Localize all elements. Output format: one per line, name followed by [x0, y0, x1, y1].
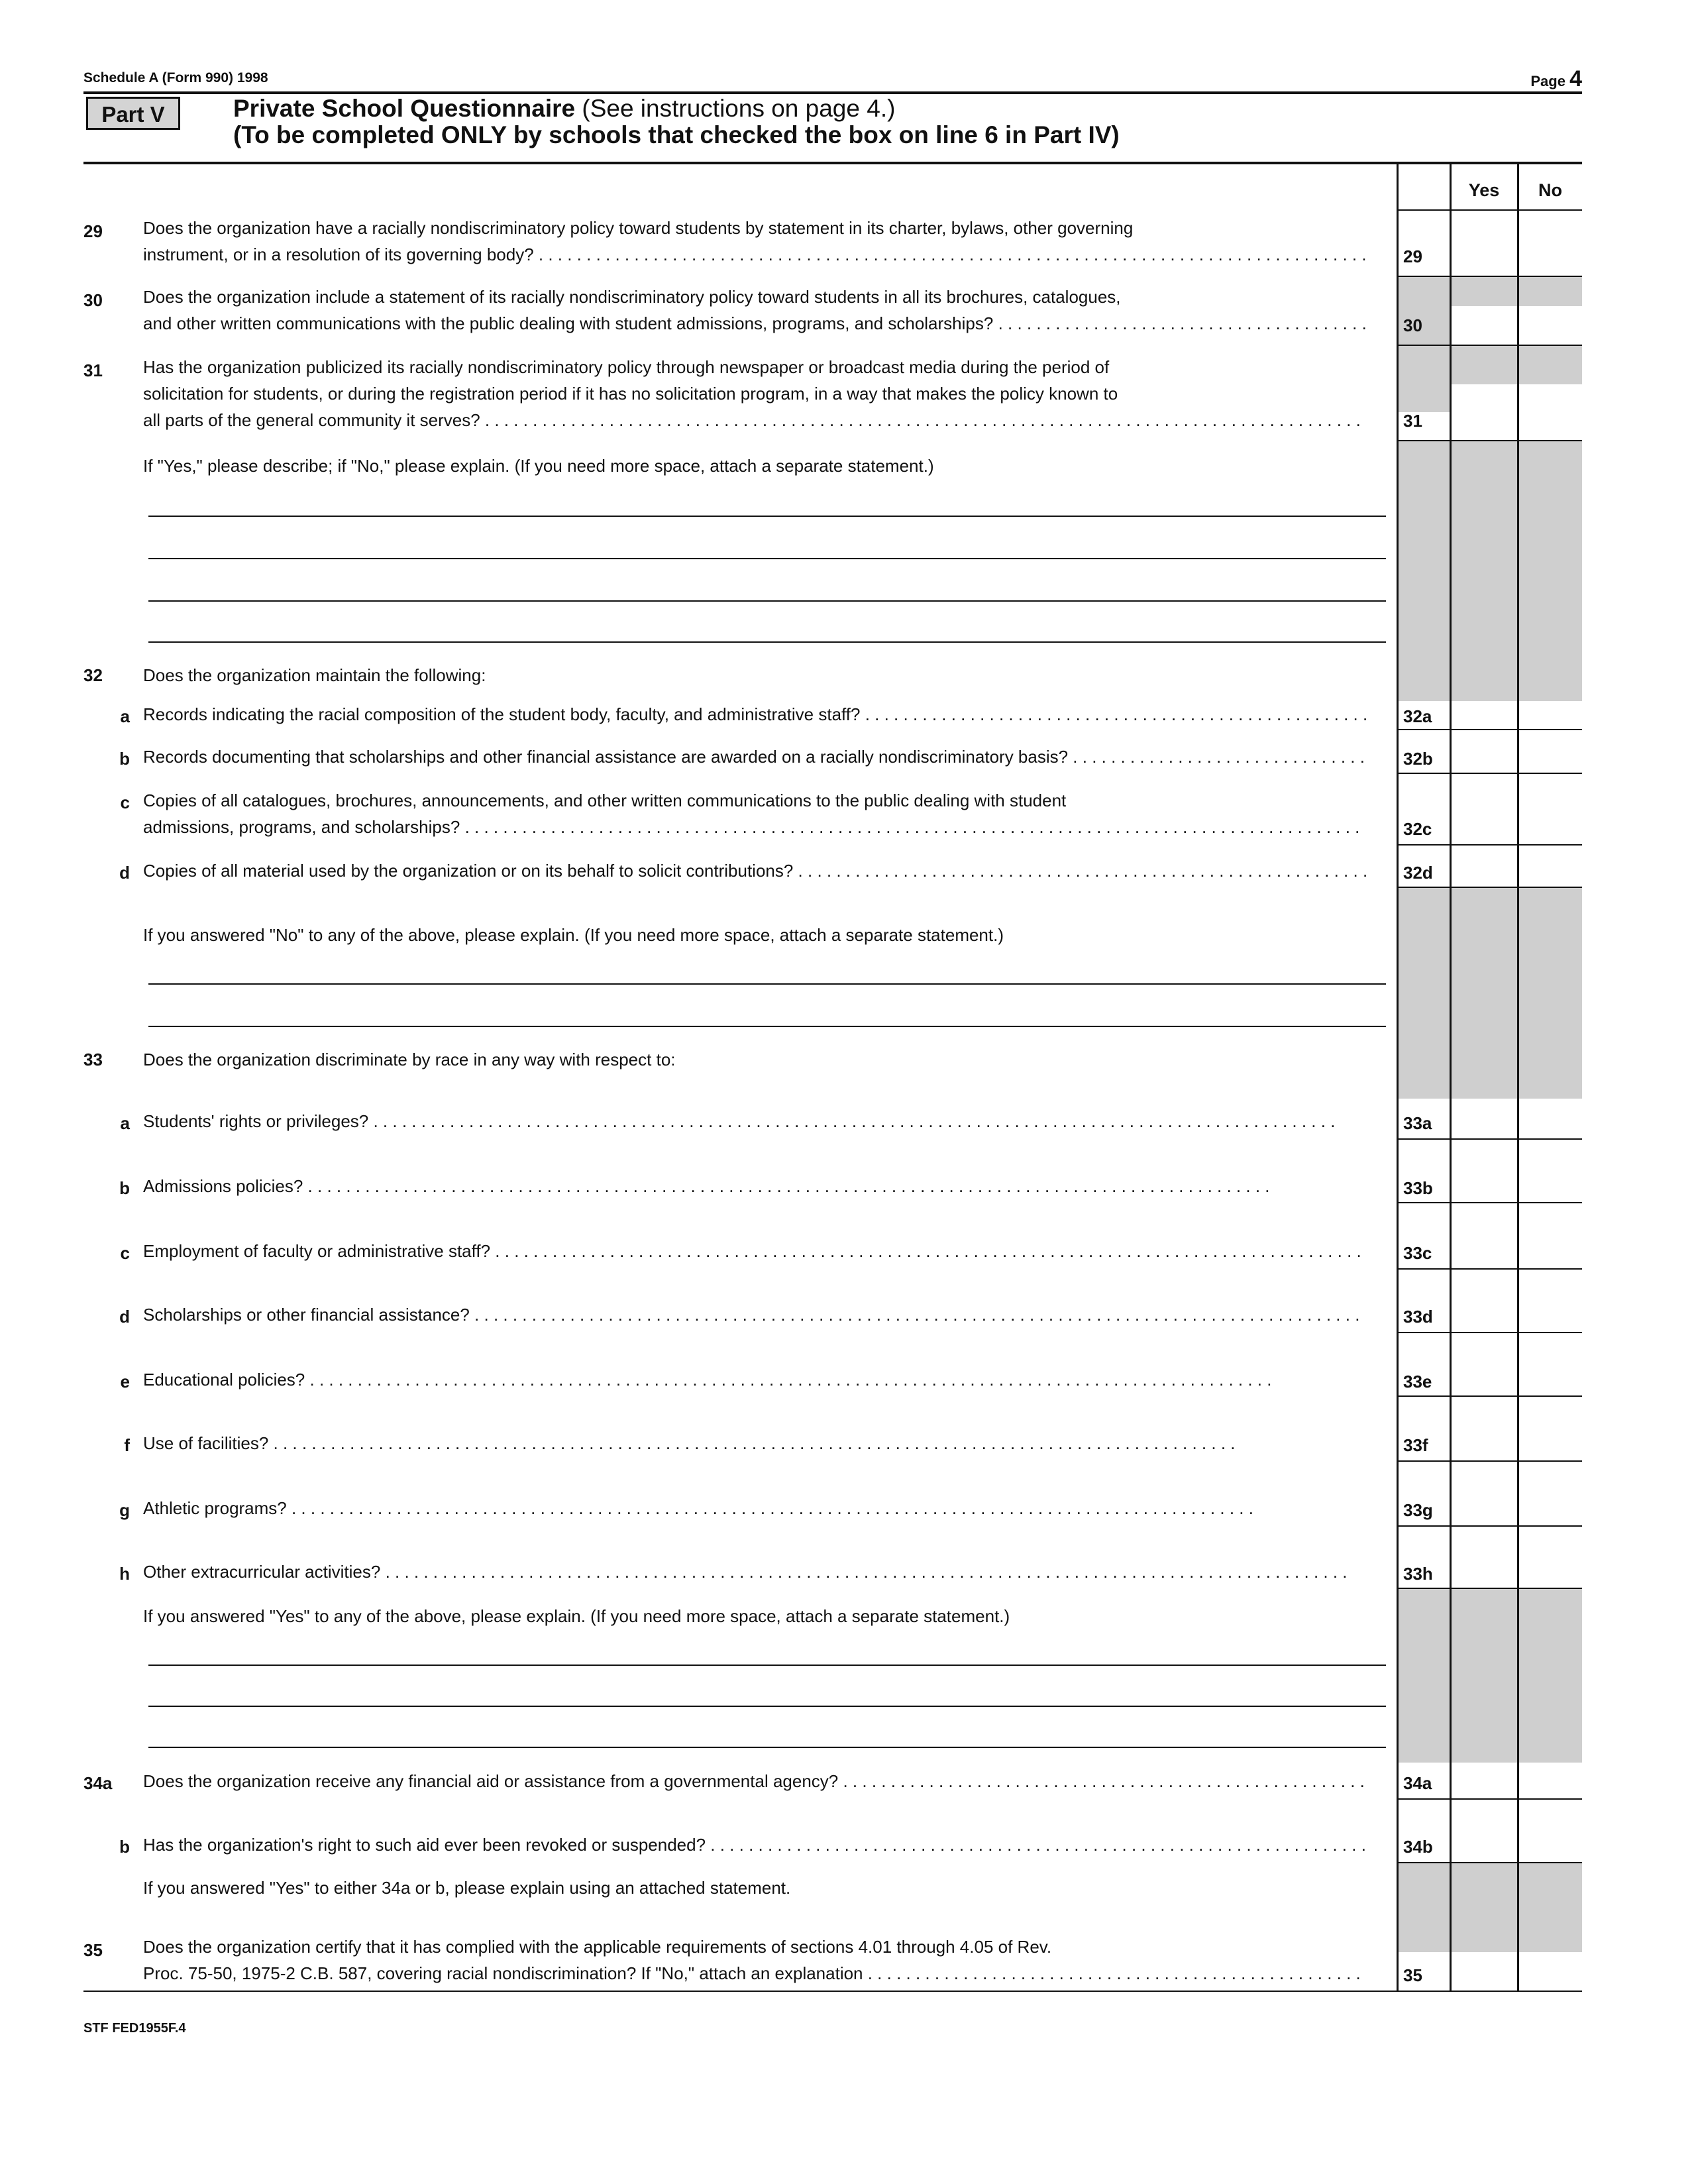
part-title-bold: Private School Questionnaire — [233, 95, 576, 122]
question-31-line3: all parts of the general community it serves? . . . — [143, 407, 1366, 433]
col-line-label — [1397, 163, 1399, 1992]
question-33c-letter: c — [120, 1243, 130, 1263]
answer-yes-35[interactable] — [1452, 1955, 1516, 1991]
question-33b-text: Admissions policies? . . . — [143, 1173, 1366, 1199]
answer-no-30[interactable] — [1519, 306, 1582, 345]
page-number-value: 4 — [1569, 66, 1582, 91]
answer-no-32c[interactable] — [1519, 799, 1582, 844]
answer-yes-33g[interactable] — [1452, 1484, 1516, 1525]
answer-yes-33c[interactable] — [1452, 1227, 1516, 1268]
question-32c-line1: Copies of all catalogues, brochures, announcements, and other written communications to the public dealing with student — [143, 791, 1067, 810]
question-32d-text: Copies of all material used by the organization or on its behalf to solicit contributions? . . . — [143, 857, 1366, 884]
row-sep — [1397, 276, 1582, 277]
line-label-32a: 32a — [1403, 706, 1432, 726]
answer-yes-33h[interactable] — [1452, 1549, 1516, 1588]
line-label-33b: 33b — [1403, 1178, 1433, 1198]
question-32b-letter: b — [119, 749, 130, 769]
question-33f-letter: f — [124, 1435, 130, 1455]
question-30-text — [143, 284, 1366, 337]
question-34b-letter: b — [119, 1837, 130, 1857]
explain-line-31-4[interactable] — [148, 641, 1386, 643]
row-sep — [1397, 345, 1582, 346]
answer-no-34a[interactable] — [1519, 1763, 1582, 1798]
answer-no-29[interactable] — [1519, 240, 1582, 276]
answer-yes-32b[interactable] — [1452, 733, 1516, 773]
question-33e-text: Educational policies? . . . — [143, 1366, 1366, 1393]
answer-yes-33d[interactable] — [1452, 1292, 1516, 1332]
line-label-31: 31 — [1403, 411, 1422, 431]
explain-line-32-1[interactable] — [148, 983, 1386, 985]
question-32b-text: Records documenting that scholarships and other financial assistance are awarded on a racially nondiscriminatory basis? . . . — [143, 743, 1366, 770]
question-33h-text: Other extracurricular activities? . . . — [143, 1558, 1366, 1585]
question-32a-letter: a — [120, 706, 130, 726]
row-sep — [1397, 1588, 1582, 1589]
row-sep — [1397, 1395, 1582, 1397]
row-sep — [1397, 1268, 1582, 1270]
line-label-33c: 33c — [1403, 1243, 1432, 1263]
row-sep — [1397, 1460, 1582, 1462]
explain-line-33-2[interactable] — [148, 1706, 1386, 1707]
row-sep — [1397, 440, 1582, 441]
question-33e-letter: e — [120, 1372, 130, 1392]
question-33g-letter: g — [119, 1500, 130, 1520]
row-sep — [1397, 887, 1582, 888]
question-32c-line2: admissions, programs, and scholarships? . . . — [143, 814, 1366, 840]
row-sep — [1397, 1332, 1582, 1333]
question-31-note: If "Yes," please describe; if "No," please explain. (If you need more space, attach a separate statement.) — [143, 456, 934, 476]
question-number-33: 33 — [83, 1050, 103, 1069]
shade-label-31 — [1398, 346, 1450, 412]
answer-yes-30[interactable] — [1452, 306, 1516, 345]
question-30-line2: and other written communications with the public dealing with student admissions, programs, and scholarships? . . . — [143, 310, 1366, 337]
answer-no-32a[interactable] — [1519, 692, 1582, 729]
part-subtitle: (To be completed ONLY by schools that checked the box on line 6 in Part IV) — [233, 121, 1120, 148]
line-label-34a: 34a — [1403, 1773, 1432, 1793]
question-29-line1: Does the organization have a racially nondiscriminatory policy toward students by statement in its charter, bylaws, other governing — [143, 218, 1134, 238]
question-33c-text: Employment of faculty or administrative staff? . . . — [143, 1238, 1366, 1264]
line-label-34b: 34b — [1403, 1837, 1433, 1857]
part-title-normal: (See instructions on page 4.) — [582, 95, 896, 122]
question-29-text — [143, 215, 1366, 268]
answer-no-32b[interactable] — [1519, 733, 1582, 773]
question-number-32: 32 — [83, 665, 103, 685]
answer-no-33g[interactable] — [1519, 1484, 1582, 1525]
column-yes-header: Yes — [1468, 180, 1500, 200]
answer-yes-29[interactable] — [1452, 240, 1516, 276]
question-34a-text: Does the organization receive any financial aid or assistance from a governmental agency? . . . — [143, 1768, 1366, 1794]
row-sep — [1397, 1862, 1582, 1863]
question-33d-letter: d — [119, 1307, 130, 1327]
answer-yes-32d[interactable] — [1452, 848, 1516, 887]
row-sep — [1397, 1525, 1582, 1527]
answer-no-31[interactable] — [1519, 384, 1582, 440]
answer-no-33e[interactable] — [1519, 1356, 1582, 1395]
page-number — [1530, 66, 1582, 92]
question-32c-letter: c — [120, 792, 130, 812]
question-33h-letter: h — [119, 1564, 130, 1584]
answer-no-33a[interactable] — [1519, 1099, 1582, 1138]
page-label: Page — [1530, 73, 1565, 89]
explain-line-31-3[interactable] — [148, 600, 1386, 602]
line-label-30: 30 — [1403, 315, 1422, 335]
line-label-33e: 33e — [1403, 1372, 1432, 1392]
question-32a-text: Records indicating the racial composition of the student body, faculty, and administrative staff? . . . — [143, 701, 1366, 728]
row-sep — [1397, 1798, 1582, 1800]
line-label-33a: 33a — [1403, 1113, 1432, 1133]
question-35-line2: Proc. 75-50, 1975-2 C.B. 587, covering racial nondiscrimination? If "No," attach an explanation . . . — [143, 1960, 1366, 1987]
question-35-text — [143, 1934, 1366, 1987]
line-label-33g: 33g — [1403, 1500, 1433, 1520]
question-32d-letter: d — [119, 863, 130, 883]
answer-no-33d[interactable] — [1519, 1292, 1582, 1332]
question-32-note: If you answered "No" to any of the above, please explain. (If you need more space, attach a separate statement.) — [143, 925, 1004, 945]
question-33f-text: Use of facilities? . . . — [143, 1430, 1366, 1456]
question-31-text — [143, 354, 1366, 433]
question-29-line2: instrument, or in a resolution of its governing body? . . . — [143, 241, 1366, 268]
question-31-line2: solicitation for students, or during the registration period if it has no solicitation program, in a way that makes the policy known to — [143, 384, 1118, 404]
answer-no-33f[interactable] — [1519, 1421, 1582, 1460]
question-33-note: If you answered "Yes" to any of the above, please explain. (If you need more space, attach a separate statement.) — [143, 1606, 1010, 1626]
question-33a-text: Students' rights or privileges? . . . — [143, 1108, 1366, 1134]
question-35-line1: Does the organization certify that it has complied with the applicable requirements of sections 4.01 through 4.05 of Rev. — [143, 1937, 1052, 1957]
explain-line-31-1[interactable] — [148, 516, 1386, 517]
shade-answer-31 — [1451, 346, 1582, 384]
answer-no-33h[interactable] — [1519, 1549, 1582, 1588]
line-label-29: 29 — [1403, 246, 1422, 266]
question-32-text: Does the organization maintain the following: — [143, 665, 486, 685]
question-33d-text: Scholarships or other financial assistance? . . . — [143, 1301, 1366, 1328]
column-header-rule — [1397, 209, 1582, 211]
line-label-33d: 33d — [1403, 1307, 1433, 1327]
form-code: STF FED1955F.4 — [83, 2021, 186, 2036]
question-34b-text: Has the organization's right to such aid ever been revoked or suspended? . . . — [143, 1831, 1366, 1858]
row-sep — [1397, 1138, 1582, 1140]
bottom-rule — [83, 1991, 1582, 1992]
row-sep — [1397, 844, 1582, 846]
answer-yes-32c[interactable] — [1452, 799, 1516, 844]
shade-explain-33 — [1398, 1589, 1582, 1763]
question-32c-text — [143, 787, 1366, 840]
answer-yes-33f[interactable] — [1452, 1421, 1516, 1460]
header-rule — [83, 91, 1582, 94]
line-label-33h: 33h — [1403, 1564, 1433, 1584]
row-sep — [1397, 1202, 1582, 1203]
answer-no-33b[interactable] — [1519, 1164, 1582, 1202]
explain-line-32-2[interactable] — [148, 1026, 1386, 1027]
answer-no-35[interactable] — [1519, 1955, 1582, 1991]
question-number-31: 31 — [83, 360, 103, 380]
shade-explain-34 — [1398, 1863, 1582, 1952]
answer-yes-32a[interactable] — [1452, 692, 1516, 729]
question-number-35: 35 — [83, 1940, 103, 1960]
shade-explain-31 — [1398, 441, 1582, 701]
question-number-30: 30 — [83, 290, 103, 310]
part-rule — [83, 162, 1582, 164]
line-label-35: 35 — [1403, 1965, 1422, 1985]
question-30-line1: Does the organization include a statement of its racially nondiscriminatory policy toward students in all its brochures, catalogues, — [143, 287, 1121, 307]
shade-explain-32 — [1398, 888, 1582, 1099]
question-31-line1: Has the organization publicized its racially nondiscriminatory policy through newspaper or broadcast media during the period of — [143, 357, 1110, 377]
part-label: Part V — [86, 97, 180, 130]
answer-yes-34a[interactable] — [1452, 1763, 1516, 1798]
answer-yes-33a[interactable] — [1452, 1099, 1516, 1138]
line-label-32c: 32c — [1403, 819, 1432, 839]
line-label-33f: 33f — [1403, 1435, 1428, 1455]
answer-yes-31[interactable] — [1452, 384, 1516, 440]
row-sep — [1397, 729, 1582, 730]
answer-no-32d[interactable] — [1519, 848, 1582, 887]
shade-answer-30 — [1451, 277, 1582, 306]
question-33a-letter: a — [120, 1113, 130, 1133]
question-33-text: Does the organization discriminate by race in any way with respect to: — [143, 1050, 676, 1069]
schedule-title: Schedule A (Form 990) 1998 — [83, 70, 268, 85]
answer-no-34b[interactable] — [1519, 1826, 1582, 1862]
answer-yes-34b[interactable] — [1452, 1826, 1516, 1862]
question-number-34a: 34a — [83, 1773, 113, 1793]
answer-yes-33e[interactable] — [1452, 1356, 1516, 1395]
explain-line-33-1[interactable] — [148, 1665, 1386, 1666]
question-33g-text: Athletic programs? . . . — [143, 1495, 1366, 1521]
question-33b-letter: b — [119, 1178, 130, 1198]
part-title — [233, 95, 1120, 148]
explain-line-33-3[interactable] — [148, 1747, 1386, 1748]
row-sep — [1397, 773, 1582, 774]
explain-line-31-2[interactable] — [148, 558, 1386, 559]
line-label-32d: 32d — [1403, 863, 1433, 883]
column-no-header: No — [1538, 180, 1562, 200]
question-number-29: 29 — [83, 221, 103, 241]
answer-yes-33b[interactable] — [1452, 1164, 1516, 1202]
line-label-32b: 32b — [1403, 749, 1433, 769]
question-34-note: If you answered "Yes" to either 34a or b, please explain using an attached statement. — [143, 1878, 791, 1898]
answer-no-33c[interactable] — [1519, 1227, 1582, 1268]
